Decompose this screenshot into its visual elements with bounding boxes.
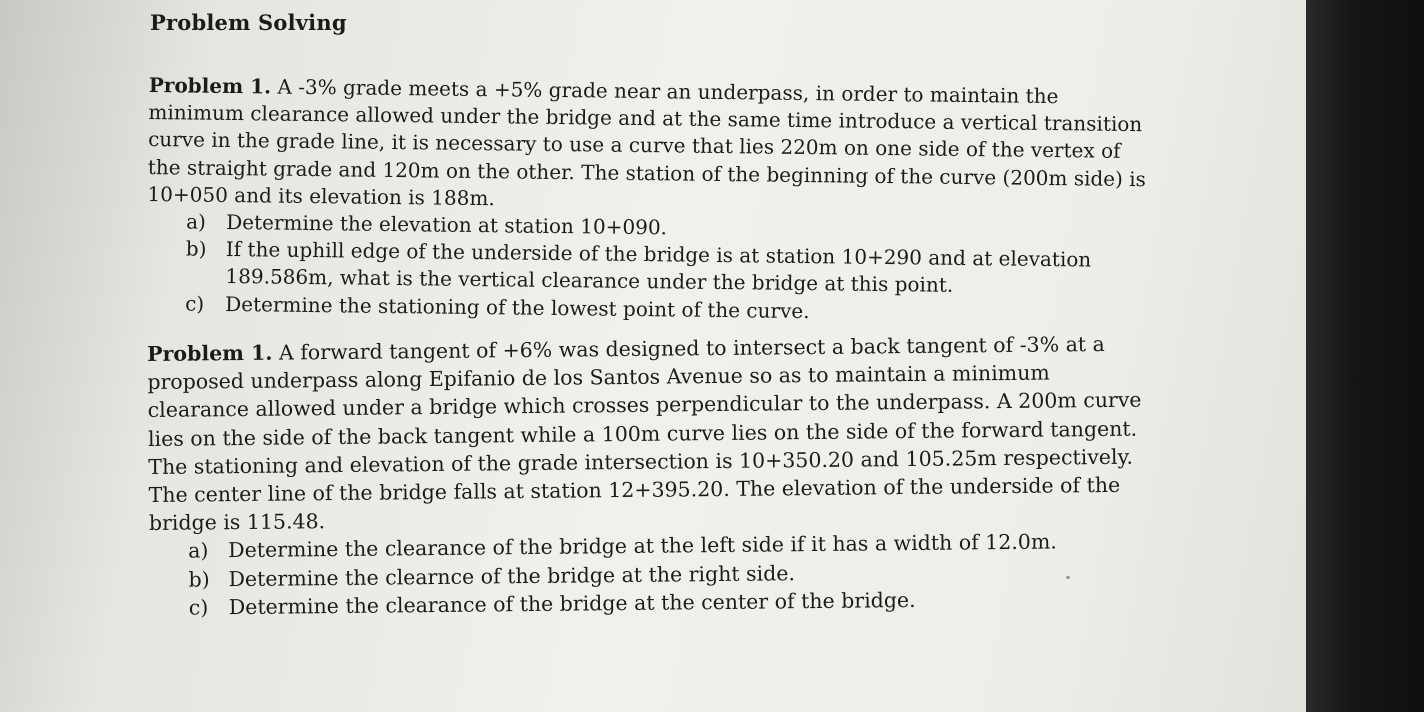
item-text: Determine the clearnce of the bridge at the right side.: [228, 560, 796, 591]
item-letter: b): [188, 566, 210, 592]
page-heading: Problem Solving: [150, 10, 347, 35]
problem-a-text: A -3% grade meets a +5% grade near an underpass, in order to maintain the minimum clearance allowed under the bridge and at the same time introduce a vertical transition curve in the grade line, it is necessary to use a curve that lies 220m on one side of the vertex of the straight grade and 120m on the other. The station of the beginning of the curve (200m side) is 10+050 and its elevation is 188m.: [147, 74, 1147, 211]
item-letter: c): [188, 595, 209, 620]
problem-b-items: [149, 527, 1160, 622]
item-text: Determine the clearance of the bridge at the center of the bridge.: [228, 587, 916, 619]
item-letter: a): [186, 209, 207, 234]
item-letter: a): [188, 538, 209, 564]
problem-b: [147, 329, 1160, 622]
problem-a-label: Problem 1.: [148, 72, 272, 99]
problem-a: [146, 72, 1159, 329]
monitor-bezel: [1306, 0, 1424, 712]
problem-a-statement: [147, 72, 1159, 220]
problem-a-items: [146, 208, 1157, 329]
speck-mark: [1066, 576, 1070, 579]
item-text: Determine the clearance of the bridge at the left side if it has a width of 12.0m.: [228, 529, 1057, 563]
item-text: Determine the stationing of the lowest point of the curve.: [225, 291, 810, 323]
problem-b-statement: [147, 329, 1159, 537]
problem-b-text: A forward tangent of +6% was designed to intersect a back tangent of -3% at a proposed underpass along Epifanio de los Santos Avenue so as to maintain a minimum clearance allowed under a bridge which crosses perpendicular to the underpass. A 200m curve lies on the side of the back tangent while a 100m curve lies on the side of the forward tangent. The stationing and elevation of the grade intersection is 10+350.20 and 105.25m respectively. The center line of the bridge falls at station 12+395.20. The elevation of the underside of the bridge is 115.48.: [147, 331, 1142, 536]
problem-b-label: Problem 1.: [147, 340, 273, 366]
item-letter: c): [185, 291, 205, 316]
item-text: Determine the elevation at station 10+090.: [226, 209, 668, 240]
item-letter: b): [185, 236, 207, 261]
item-text: If the uphill edge of the underside of the bridge is at station 10+290 and at elevation 189.586m, what is the vertical clearance under the bridge at this point.: [225, 237, 1092, 298]
